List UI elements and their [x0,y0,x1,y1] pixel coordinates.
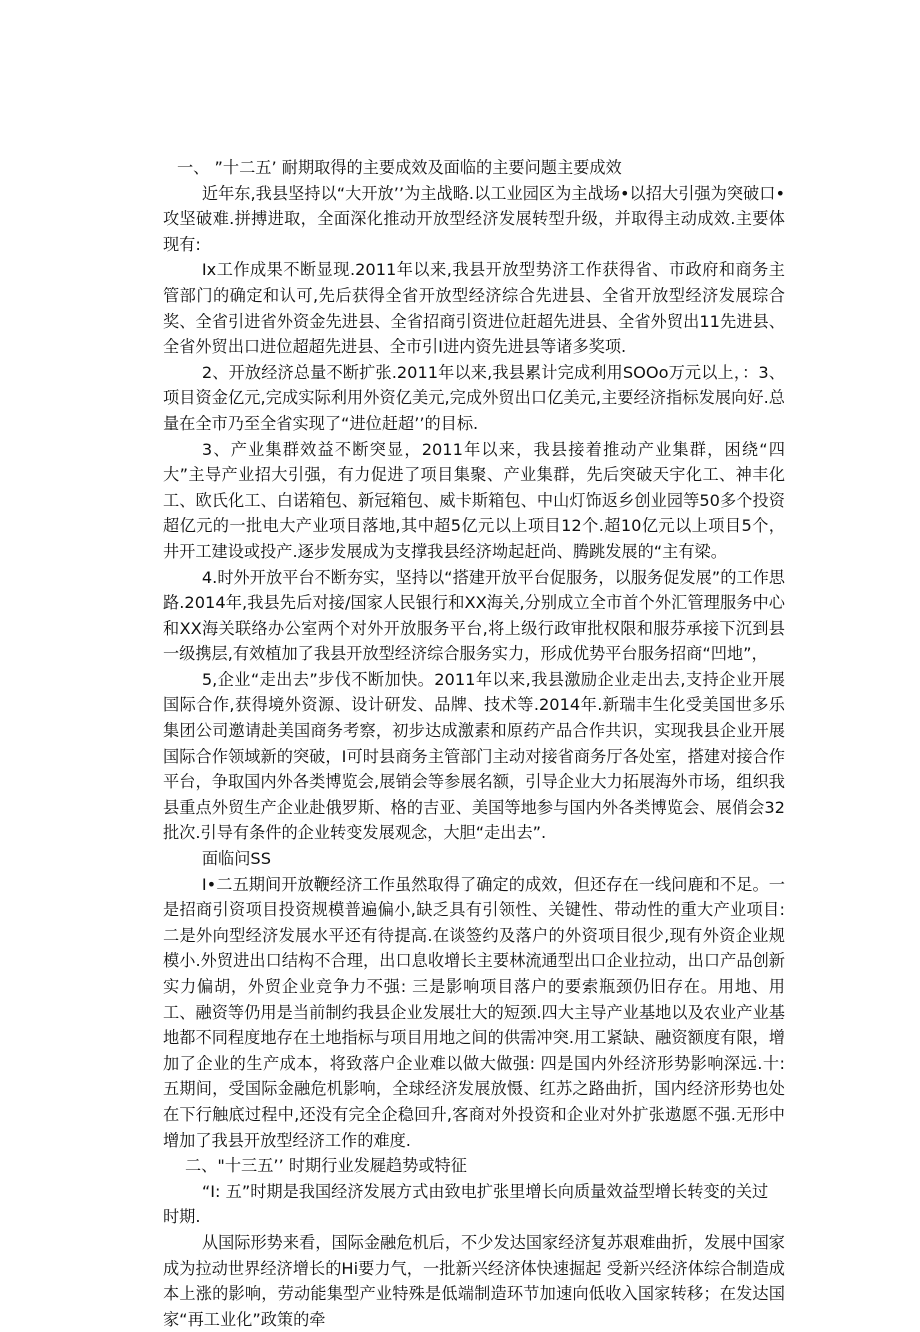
point4-paragraph: 4.时外开放平台不断夯实，坚持以“搭建开放平台促服务，以服务促发展”的工作思路.2014年,我县先后对接/国家人民银行和XX海关,分别成立全市首个外汇管理服务中心和XX海关联络办公室两个对外开放服务平台,将上级行政审批权限和服芬承接下沉到县一级携层,有效植加了我县开放型经济综合服务实力，形成优势平台服务招商“凹地”， [163,567,785,664]
point5-paragraph: 5,企业“走出去”步伐不断加快。2011年以来,我县激励企业走出去,支持企业开展国际合作,获得境外资源、设计研发、品牌、技术等.2014年.新瑞丰生化受美国世多乐集团公司邀请赴美国商务考察，初步达成激素和原药产品合作共识，实现我县企业开展国际合作领域新的突破，I可时县商务主管部门主动对接省商务厅各处室，搭建对接合作平台，争取国内外各类博览会,展销会等参展名额，引导企业大力拓展海外市场，组织我县重点外贸生产企业赴俄罗斯、格的吉亚、美国等地参与国内外各类博览会、展俏会32批次.引导有条件的企业转变发展观念，大胆“走出去”. [163,669,785,843]
point3-paragraph: 3、产业集群效益不断突显，2011年以来，我县接着推动产业集群，困绕“四大”主导产业招大引强，有力促进了项目集聚、产业集群，先后突破天宇化工、神丰化工、欧氏化工、白诺箱包、新冠箱包、威卡斯箱包、中山灯饰返乡创业园等50多个投资超亿元的一批电大产业项目落地,其中超5亿元以上项目12个.超10亿元以上项目5个，井开工建设或投产.逐步发展成为支撑我县经济坳起赶尚、腾跳发展的“主有梁。 [163,439,785,561]
section2-intro-line: “I: 五”时期是我国经济发展方式由致电扩张里增长向质量效益型增长转变的关过 [201,1181,769,1201]
section1-title: 一、 ”十二五’ 耐期取得的主要成效及面临的主要问题主要成效 [177,158,622,177]
international-paragraph: 从国际形势来看，国际金融危机后，不少发达国家经济复苏艰难曲折，发展中国家成为拉动世界经济增长的Hi要力气，一批新兴经济体快速掘起 受新兴经济体综合制造成本上涨的影响，劳动能集型产业特殊是低端制造环节加速向低收入国家转移；在发达国家“再工业化”政策的牵 [163,1232,785,1329]
problems-title: 面临问SS [201,849,271,869]
section2-title: 二、"十三五’’ 时期行业发屣趋势或特征 [185,1156,467,1176]
section2-intro-end: 时期. [163,1207,201,1227]
point1-paragraph: Ix工作成果不断显现.2011年以来,我县开放型势济工作获得省、市政府和商务主管部门的确定和认可,先后获得全省开放型经济综合先进县、全省开放型经济发展琮合奖、全省引进省外资金先进县、全省招商引资进位赶超先进县、全省外贸出11先进县、全省外贸出口进位超超先进县、全市引I进内资先进县等诸多奖项. [163,260,785,357]
problems-paragraph: I•二五期间开放鞭经济工作虽然取得了确定的成效，但还存在一线问鹿和不足。一是招商引资项目投资规模普遍偏小,缺乏具有引领性、关键性、带动性的重大产业项目: 二是外向型经济发展水平还有待提高.在谈签约及落户的外资项目很少,现有外资企业规模小.外贸进出口结构不合理，出口息收增长主要林流通型出口企业拉动，出口产品创新实力偏胡，外贸企业竞争力不强: 三是影响项目落户的要索瓶颈仍旧存在。用地、用工、融资等仍用是当前制约我县企业发展壮大的短颈.四大主导产业基地以及农业产业基地都不同程度地存在土地指标与项目用地之间的供需冲突.用工紧缺、融资额度有限，增加了企业的生产成本，将致落户企业难以做大做强: 四是国内外经济形势影响深远.十: 五期间，受国际金融危机影响，全球经济发展放慑、红苏之路曲折，国内经济形势也处在下行触底过程中,还没有完全企稳回升,客商对外投资和企业对外扩张遨愿不强.无形中增加了我县开放型经济工作的难度. [163,874,785,1150]
point2-paragraph: 2、开放经济总量不断扩张.2011年以来,我县累计完成利用SOOo万元以上，：3、项目资金亿元,完成实际利用外资亿美元,完成外贸出口亿美元,主要经济指标发展向好.总量在全市乃至全省实现了“进位赶超’’的目标. [163,362,785,433]
intro-paragraph: 近年东,我县坚持以“大开放’’为主战略.以工业园区为主战场•以招大引强为突破口•攻坚破难.拼搏进取，全面深化推动开放型经济发展转型升级，并取得主动成效.主要体现有: [163,183,785,254]
document-page [163,155,785,1332]
